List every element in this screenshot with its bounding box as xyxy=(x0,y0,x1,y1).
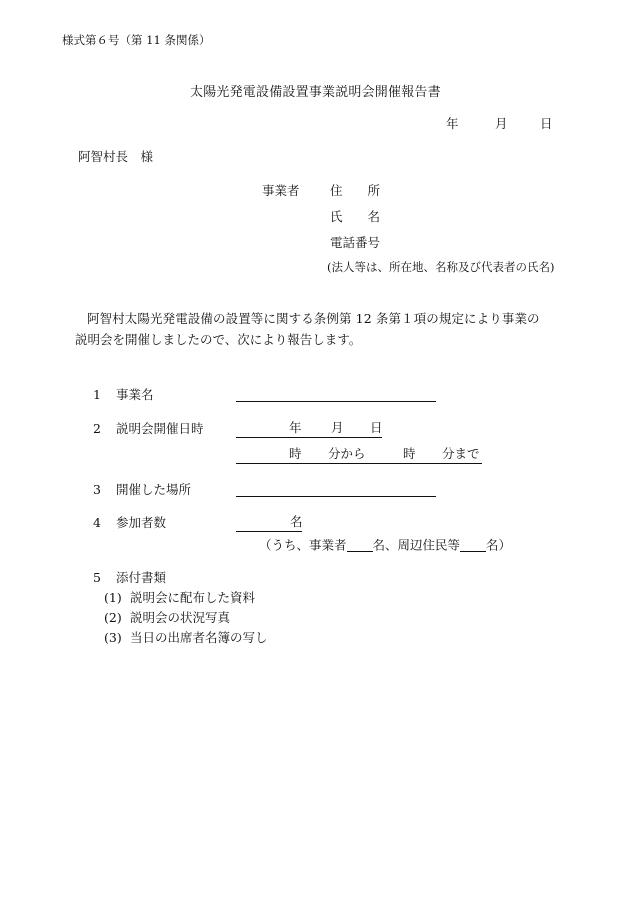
start-hour: 時 xyxy=(289,446,302,461)
item-label: 参加者数 xyxy=(116,515,167,530)
breakdown-close: 名） xyxy=(486,537,512,553)
item-label: 説明会開催日時 xyxy=(116,421,204,436)
date-day: 日 xyxy=(540,116,553,131)
attachment-item: 当日の出席者名簿の写し xyxy=(130,630,268,645)
business-label: 事業者 xyxy=(262,183,300,198)
form-number: 様式第６号（第 11 条関係） xyxy=(62,33,211,47)
attachment-item: 説明会に配布した資料 xyxy=(130,590,256,605)
attachment-number: (2) xyxy=(104,610,122,625)
attachment-item: 説明会の状況写真 xyxy=(130,610,231,625)
session-year: 年 xyxy=(289,420,302,435)
breakdown-open: （うち、事業者 xyxy=(259,537,347,553)
participant-breakdown xyxy=(259,538,511,552)
address-label: 住 所 xyxy=(330,183,381,198)
resident-count-blank[interactable] xyxy=(460,538,486,552)
item-number: 3 xyxy=(93,482,101,497)
item-number: 5 xyxy=(93,570,101,585)
corporate-note: (法人等は、所在地、名称及び代表者の氏名) xyxy=(327,260,555,274)
item-label: 事業名 xyxy=(116,387,154,402)
name-label: 氏 名 xyxy=(330,209,381,224)
business-count-blank[interactable] xyxy=(347,538,373,552)
session-time-field[interactable] xyxy=(236,448,482,467)
participant-count-field[interactable] xyxy=(236,516,302,535)
project-name-line[interactable] xyxy=(236,401,436,402)
phone-label: 電話番号 xyxy=(330,235,381,250)
start-minute: 分から xyxy=(328,446,366,461)
attachment-number: (1) xyxy=(104,590,122,605)
end-minute: 分まで xyxy=(442,446,480,461)
addressee: 阿智村長 様 xyxy=(78,149,154,164)
item-label: 添付書類 xyxy=(116,570,167,585)
venue-line[interactable] xyxy=(236,496,436,497)
item-label: 開催した場所 xyxy=(116,482,192,497)
session-day: 日 xyxy=(370,420,383,435)
participant-unit: 名 xyxy=(290,514,303,529)
item-number: 1 xyxy=(93,387,101,402)
session-date-field[interactable] xyxy=(236,422,382,441)
item-number: 4 xyxy=(93,515,101,530)
date-year: 年 xyxy=(446,116,459,131)
page-title: 太陽光発電設備設置事業説明会開催報告書 xyxy=(190,85,441,100)
end-hour: 時 xyxy=(403,446,416,461)
attachment-number: (3) xyxy=(104,630,122,645)
date-month: 月 xyxy=(495,116,508,131)
item-number: 2 xyxy=(93,421,101,436)
body-line-1: 阿智村太陽光発電設備の設置等に関する条例第 12 条第１項の規定により事業の xyxy=(87,311,540,326)
breakdown-mid: 名、周辺住民等 xyxy=(372,537,461,553)
body-line-2: 説明会を開催しましたので、次により報告します。 xyxy=(75,332,362,347)
session-month: 月 xyxy=(331,420,344,435)
